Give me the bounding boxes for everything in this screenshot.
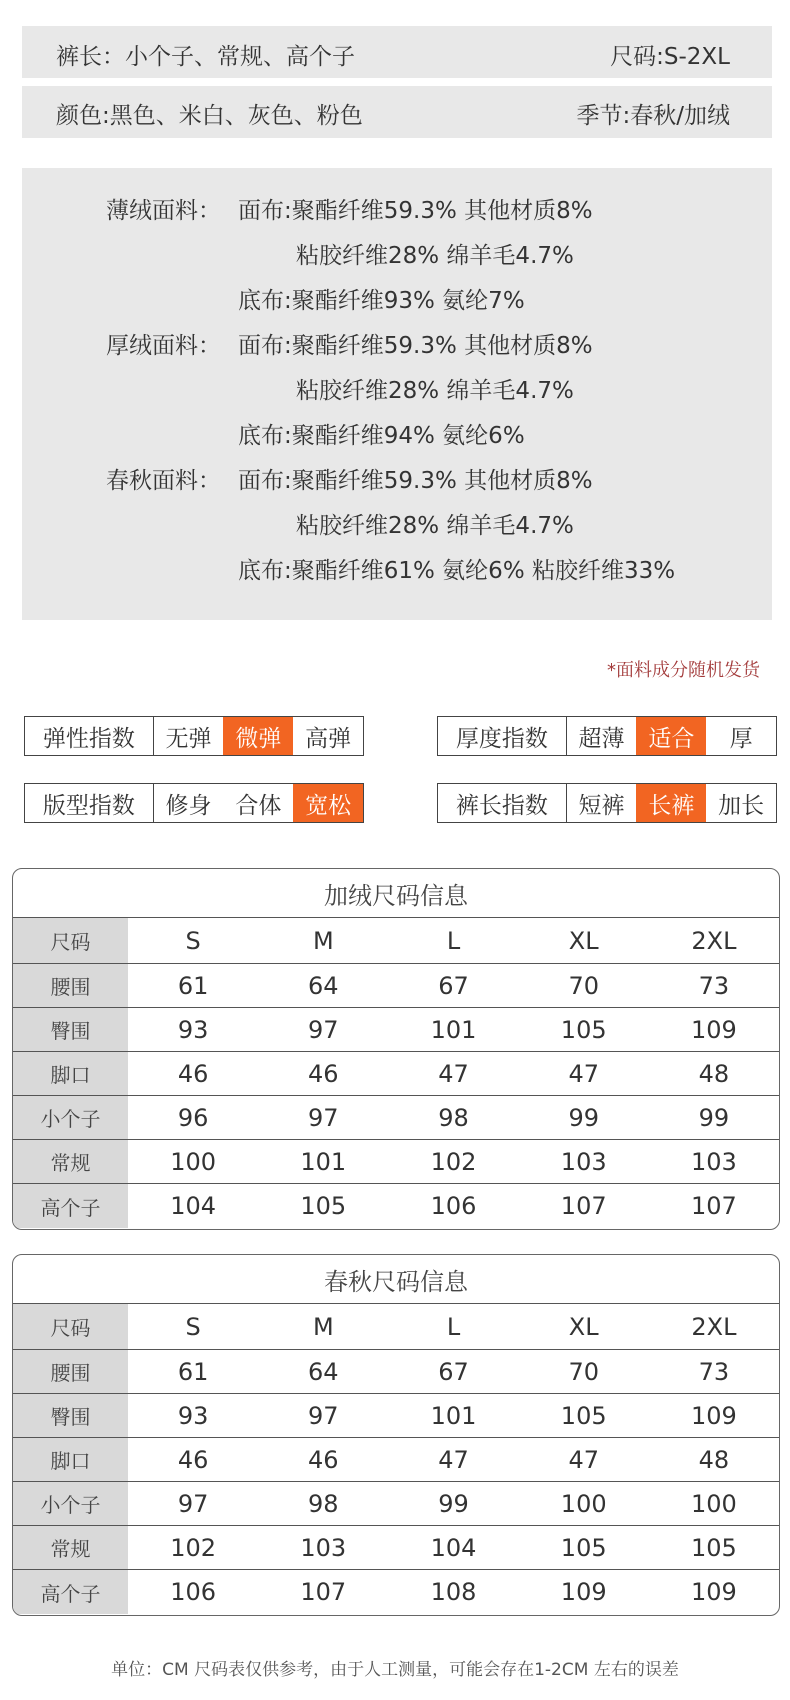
table-row — [13, 1184, 779, 1228]
table-row — [13, 964, 779, 1008]
table-row — [13, 1052, 779, 1096]
table-cell: 46 — [177, 1059, 209, 1088]
table-row — [13, 1570, 779, 1614]
table-cell: 67 — [438, 1357, 469, 1386]
table-cell: 73 — [698, 1357, 730, 1386]
table-cell: 101 — [430, 1401, 477, 1430]
table-cell: 106 — [430, 1192, 477, 1220]
table-cell: 105 — [560, 1533, 607, 1562]
row-label: 高个子 — [13, 1184, 128, 1228]
table-cell: 103 — [560, 1147, 607, 1176]
thick-fabric-title: 厚绒面料： — [106, 333, 221, 359]
table-cell: 102 — [430, 1147, 477, 1176]
table-cell: 104 — [170, 1192, 216, 1220]
spring-fabric-title: 春秋面料： — [106, 468, 221, 494]
table-cell: 101 — [430, 1015, 477, 1044]
table-cell: 93 — [177, 1015, 209, 1044]
row-label: 高个子 — [13, 1570, 128, 1614]
table-cell: 46 — [177, 1445, 209, 1474]
table-cell: 46 — [308, 1059, 339, 1088]
table-row — [13, 1394, 779, 1438]
table-cell: 70 — [568, 971, 599, 1000]
spring-fabric-face-line1: 面布:聚酯纤维59.3% 其他材质8% — [238, 468, 593, 494]
header-cell: M — [312, 1312, 334, 1341]
length-options-text: 裤长：小个子、常规、高个子 — [56, 44, 355, 70]
header-cell: S — [185, 926, 201, 955]
table-cell: 64 — [308, 1357, 339, 1386]
row-label: 常规 — [13, 1140, 128, 1183]
table-row — [13, 1438, 779, 1482]
thick-fabric-face-line1: 面布:聚酯纤维59.3% 其他材质8% — [238, 333, 593, 359]
fit-option-regular: 合体 — [235, 792, 282, 819]
spring-fabric-face-line2: 粘胶纤维28% 绵羊毛4.7% — [296, 513, 574, 539]
thickness-option-medium: 适合 — [636, 717, 706, 755]
row-label: 腰围 — [13, 964, 128, 1007]
thickness-option-thin: 超薄 — [578, 725, 625, 752]
table-cell: 99 — [568, 1103, 599, 1132]
table-cell: 109 — [691, 1401, 737, 1430]
table-cell: 103 — [300, 1533, 347, 1562]
table-cell: 64 — [308, 971, 339, 1000]
measurement-disclaimer: 单位：CM 尺码表仅供参考，由于人工测量，可能会存在1-2CM 左右的误差 — [111, 1660, 679, 1680]
thin-fabric-face-line1: 面布:聚酯纤维59.3% 其他材质8% — [238, 198, 593, 224]
header-cell: XL — [568, 1312, 599, 1341]
table-cell: 99 — [438, 1489, 469, 1518]
header-cell: L — [446, 926, 461, 955]
length-option-short: 短裤 — [578, 792, 625, 819]
table-cell: 107 — [300, 1578, 347, 1606]
table-cell: 105 — [560, 1401, 607, 1430]
header-cell: 2XL — [691, 926, 737, 955]
elastic-option-none: 无弹 — [165, 725, 212, 752]
row-label: 常规 — [13, 1526, 128, 1569]
table-row — [13, 1140, 779, 1184]
table-cell: 102 — [170, 1533, 216, 1562]
table-cell: 101 — [300, 1147, 347, 1176]
length-size-bar — [22, 26, 772, 78]
thickness-index-label: 厚度指数 — [438, 717, 567, 755]
table-cell: 97 — [308, 1015, 339, 1044]
fleece-size-table — [12, 868, 780, 1230]
season-text: 季节:春秋/加绒 — [576, 103, 730, 129]
table-cell: 97 — [308, 1103, 339, 1132]
header-cell: 尺码 — [13, 1304, 128, 1349]
elastic-option-high: 高弹 — [305, 725, 352, 752]
table-cell: 98 — [308, 1489, 339, 1518]
row-label: 腰围 — [13, 1350, 128, 1393]
table-cell: 106 — [170, 1578, 216, 1606]
fleece-table-title: 加绒尺码信息 — [13, 869, 779, 918]
table-row — [13, 1350, 779, 1394]
table-cell: 109 — [691, 1015, 737, 1044]
table-cell: 67 — [438, 971, 469, 1000]
table-cell: 48 — [698, 1059, 730, 1088]
header-cell: 2XL — [691, 1312, 737, 1341]
row-label: 脚口 — [13, 1438, 128, 1481]
table-cell: 99 — [698, 1103, 730, 1132]
table-cell: 104 — [430, 1533, 477, 1562]
header-cell: XL — [568, 926, 599, 955]
table-cell: 48 — [698, 1445, 730, 1474]
table-cell: 46 — [308, 1445, 339, 1474]
length-option-extra: 加长 — [718, 792, 765, 819]
elastic-option-slight: 微弹 — [223, 717, 293, 755]
thick-fabric-base: 底布:聚酯纤维94% 氨纶6% — [238, 423, 525, 449]
table-row — [13, 1526, 779, 1570]
table-cell: 93 — [177, 1401, 209, 1430]
table-header-row — [13, 1304, 779, 1350]
table-cell: 109 — [560, 1578, 607, 1606]
length-index-label: 裤长指数 — [438, 784, 567, 822]
table-cell: 47 — [438, 1059, 469, 1088]
thin-fabric-base: 底布:聚酯纤维93% 氨纶7% — [238, 288, 525, 314]
table-cell: 105 — [691, 1533, 737, 1562]
row-label: 小个子 — [13, 1482, 128, 1525]
color-options-text: 颜色:黑色、米白、灰色、粉色 — [56, 103, 363, 129]
thin-fabric-face-line2: 粘胶纤维28% 绵羊毛4.7% — [296, 243, 574, 269]
table-header-row — [13, 918, 779, 964]
table-cell: 73 — [698, 971, 730, 1000]
elastic-index-label: 弹性指数 — [25, 717, 154, 755]
fit-option-loose: 宽松 — [293, 784, 363, 822]
table-cell: 107 — [560, 1192, 607, 1220]
table-cell: 61 — [177, 1357, 209, 1386]
header-cell: L — [446, 1312, 461, 1341]
table-cell: 103 — [691, 1147, 737, 1176]
table-cell: 105 — [560, 1015, 607, 1044]
table-cell: 61 — [177, 971, 209, 1000]
table-cell: 108 — [430, 1578, 477, 1606]
elastic-index — [24, 716, 364, 756]
table-cell: 96 — [177, 1103, 209, 1132]
thin-fabric-title: 薄绒面料： — [106, 198, 221, 224]
row-label: 臀围 — [13, 1394, 128, 1437]
fabric-random-note: *面料成分随机发货 — [607, 660, 760, 681]
thickness-index — [437, 716, 777, 756]
table-cell: 98 — [438, 1103, 469, 1132]
spring-fabric-base: 底布:聚酯纤维61% 氨纶6% 粘胶纤维33% — [238, 558, 676, 584]
table-cell: 100 — [170, 1147, 216, 1176]
color-season-bar — [22, 86, 772, 138]
spring-table-title: 春秋尺码信息 — [13, 1255, 779, 1304]
table-cell: 100 — [560, 1489, 607, 1518]
thick-fabric-face-line2: 粘胶纤维28% 绵羊毛4.7% — [296, 378, 574, 404]
row-label: 小个子 — [13, 1096, 128, 1139]
row-label: 脚口 — [13, 1052, 128, 1095]
thickness-option-thick: 厚 — [729, 725, 753, 752]
table-cell: 47 — [568, 1445, 599, 1474]
table-cell: 47 — [568, 1059, 599, 1088]
header-cell: S — [185, 1312, 201, 1341]
table-cell: 97 — [177, 1489, 209, 1518]
table-cell: 105 — [300, 1192, 347, 1220]
fit-option-slim: 修身 — [165, 792, 212, 819]
table-cell: 109 — [691, 1578, 737, 1606]
header-cell: 尺码 — [13, 918, 128, 963]
length-index — [437, 783, 777, 823]
table-row — [13, 1096, 779, 1140]
table-cell: 107 — [691, 1192, 737, 1220]
table-cell: 47 — [438, 1445, 469, 1474]
spring-autumn-size-table — [12, 1254, 780, 1616]
header-cell: M — [312, 926, 334, 955]
fit-index — [24, 783, 364, 823]
size-range-text: 尺码:S-2XL — [610, 44, 730, 70]
table-cell: 100 — [691, 1489, 737, 1518]
table-cell: 97 — [308, 1401, 339, 1430]
table-cell: 70 — [568, 1357, 599, 1386]
length-option-long: 长裤 — [636, 784, 706, 822]
table-row — [13, 1482, 779, 1526]
row-label: 臀围 — [13, 1008, 128, 1051]
fit-index-label: 版型指数 — [25, 784, 154, 822]
table-row — [13, 1008, 779, 1052]
